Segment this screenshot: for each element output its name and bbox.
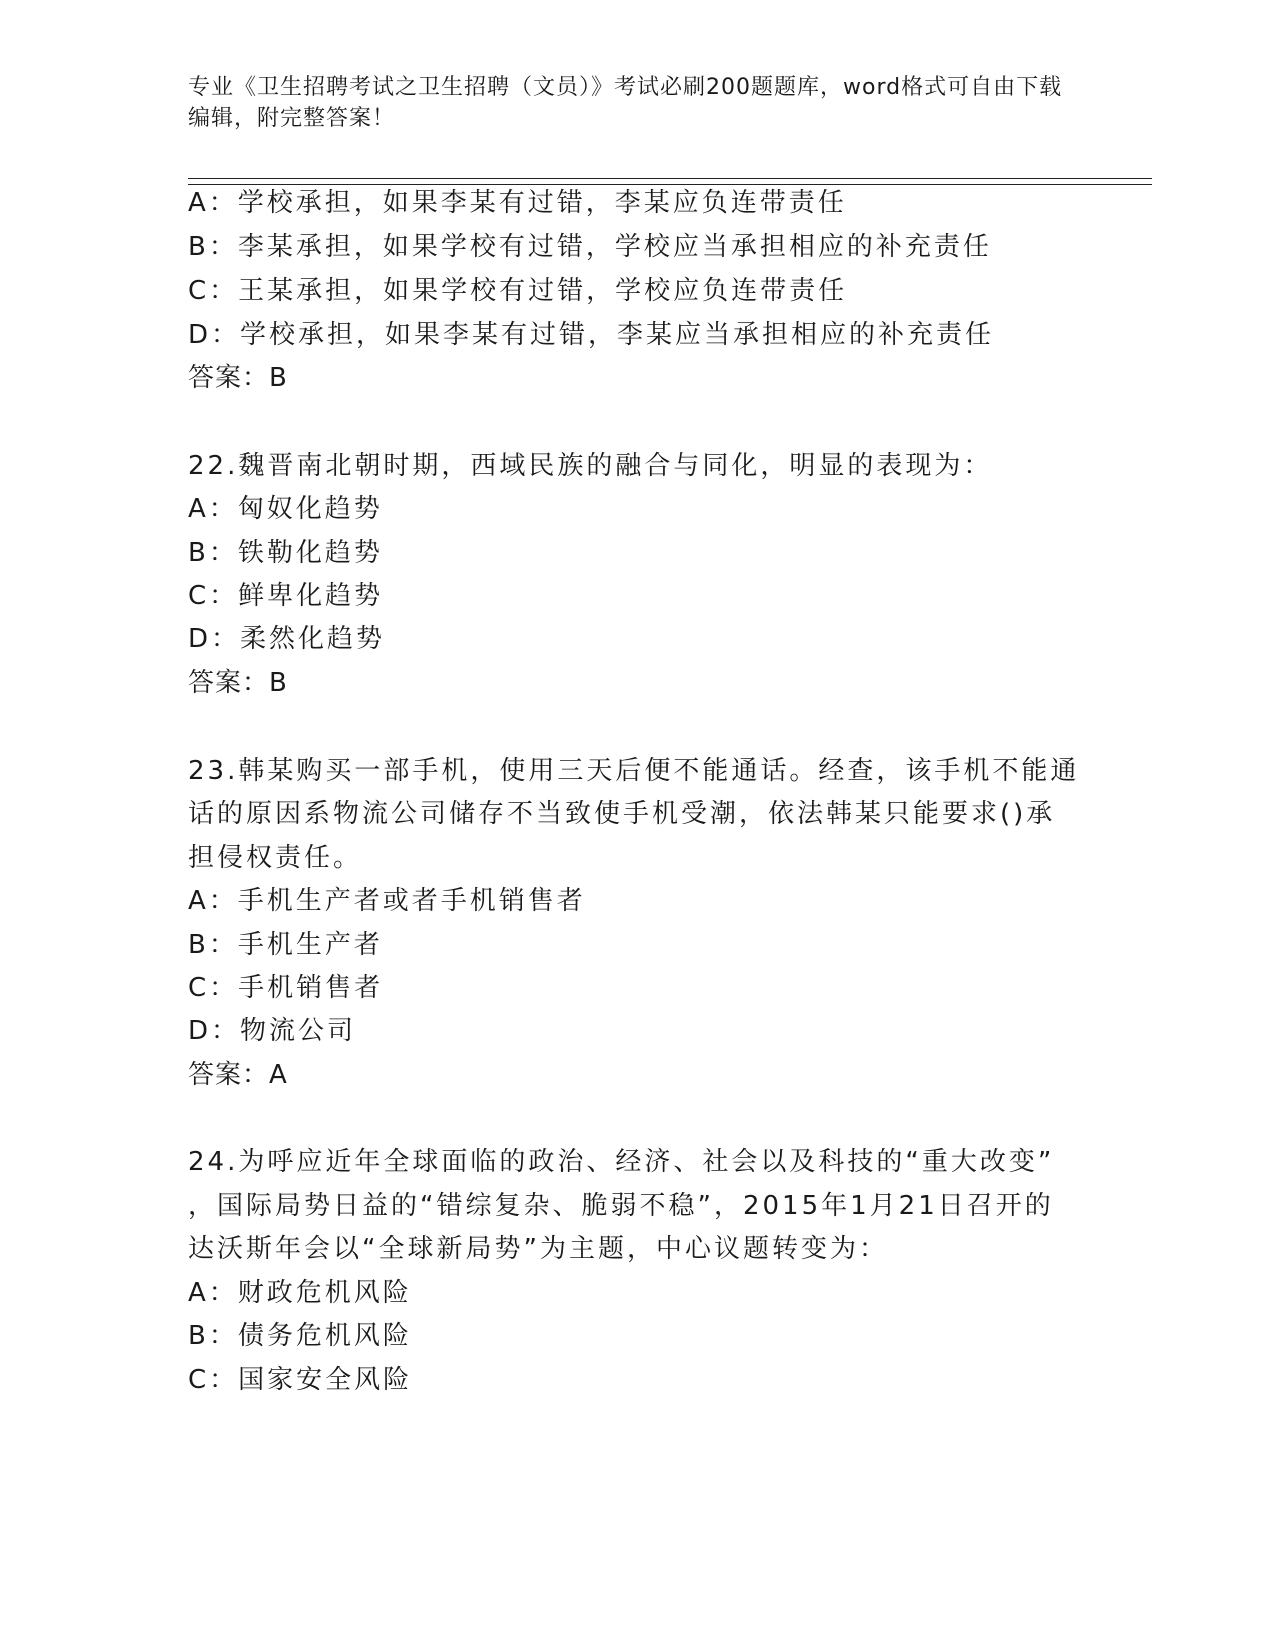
header-divider-top: [188, 178, 1152, 179]
document-header: 专业《卫生招聘考试之卫生招聘（文员）》考试必刷200题题库，word格式可自由下载编辑，附完整答案！: [188, 75, 1063, 131]
question-stem-line: ，国际局势日益的“错综复杂、脆弱不稳”，2015年1月21日召开的: [188, 1191, 1054, 1221]
answer: 答案：A: [188, 1060, 288, 1090]
question-stem-line: 24.为呼应近年全球面临的政治、经济、社会以及科技的“重大改变”: [188, 1147, 1055, 1177]
option-d: D：学校承担，如果李某有过错，李某应当承担相应的补充责任: [188, 320, 995, 350]
option-a: A：学校承担，如果李某有过错，李某应负连带责任: [188, 188, 847, 218]
option-d: D：物流公司: [188, 1016, 357, 1046]
answer: 答案：B: [188, 363, 288, 393]
option-a: A：匈奴化趋势: [188, 494, 383, 524]
option-d: D：柔然化趋势: [188, 624, 386, 654]
option-b: B：债务危机风险: [188, 1321, 412, 1351]
question-stem-line: 达沃斯年会以“全球新局势”为主题，中心议题转变为：: [188, 1234, 888, 1264]
answer: 答案：B: [188, 668, 288, 698]
option-b: B：手机生产者: [188, 930, 383, 960]
option-b: B：铁勒化趋势: [188, 538, 383, 568]
question-stem-line: 话的原因系物流公司储存不当致使手机受潮，依法韩某只能要求()承: [188, 799, 1056, 829]
option-a: A：财政危机风险: [188, 1278, 412, 1308]
option-c: C：国家安全风险: [188, 1365, 413, 1395]
option-c: C：王某承担，如果学校有过错，学校应负连带责任: [188, 276, 848, 306]
option-c: C：鲜卑化趋势: [188, 581, 384, 611]
question-stem-line: 担侵权责任。: [188, 843, 363, 873]
question-stem: 22.魏晋南北朝时期，西域民族的融合与同化，明显的表现为：: [188, 451, 993, 481]
option-a: A：手机生产者或者手机销售者: [188, 886, 586, 916]
option-c: C：手机销售者: [188, 973, 384, 1003]
question-stem-line: 23.韩某购买一部手机，使用三天后便不能通话。经查，该手机不能通: [188, 756, 1080, 786]
option-b: B：李某承担，如果学校有过错，学校应当承担相应的补充责任: [188, 232, 992, 262]
